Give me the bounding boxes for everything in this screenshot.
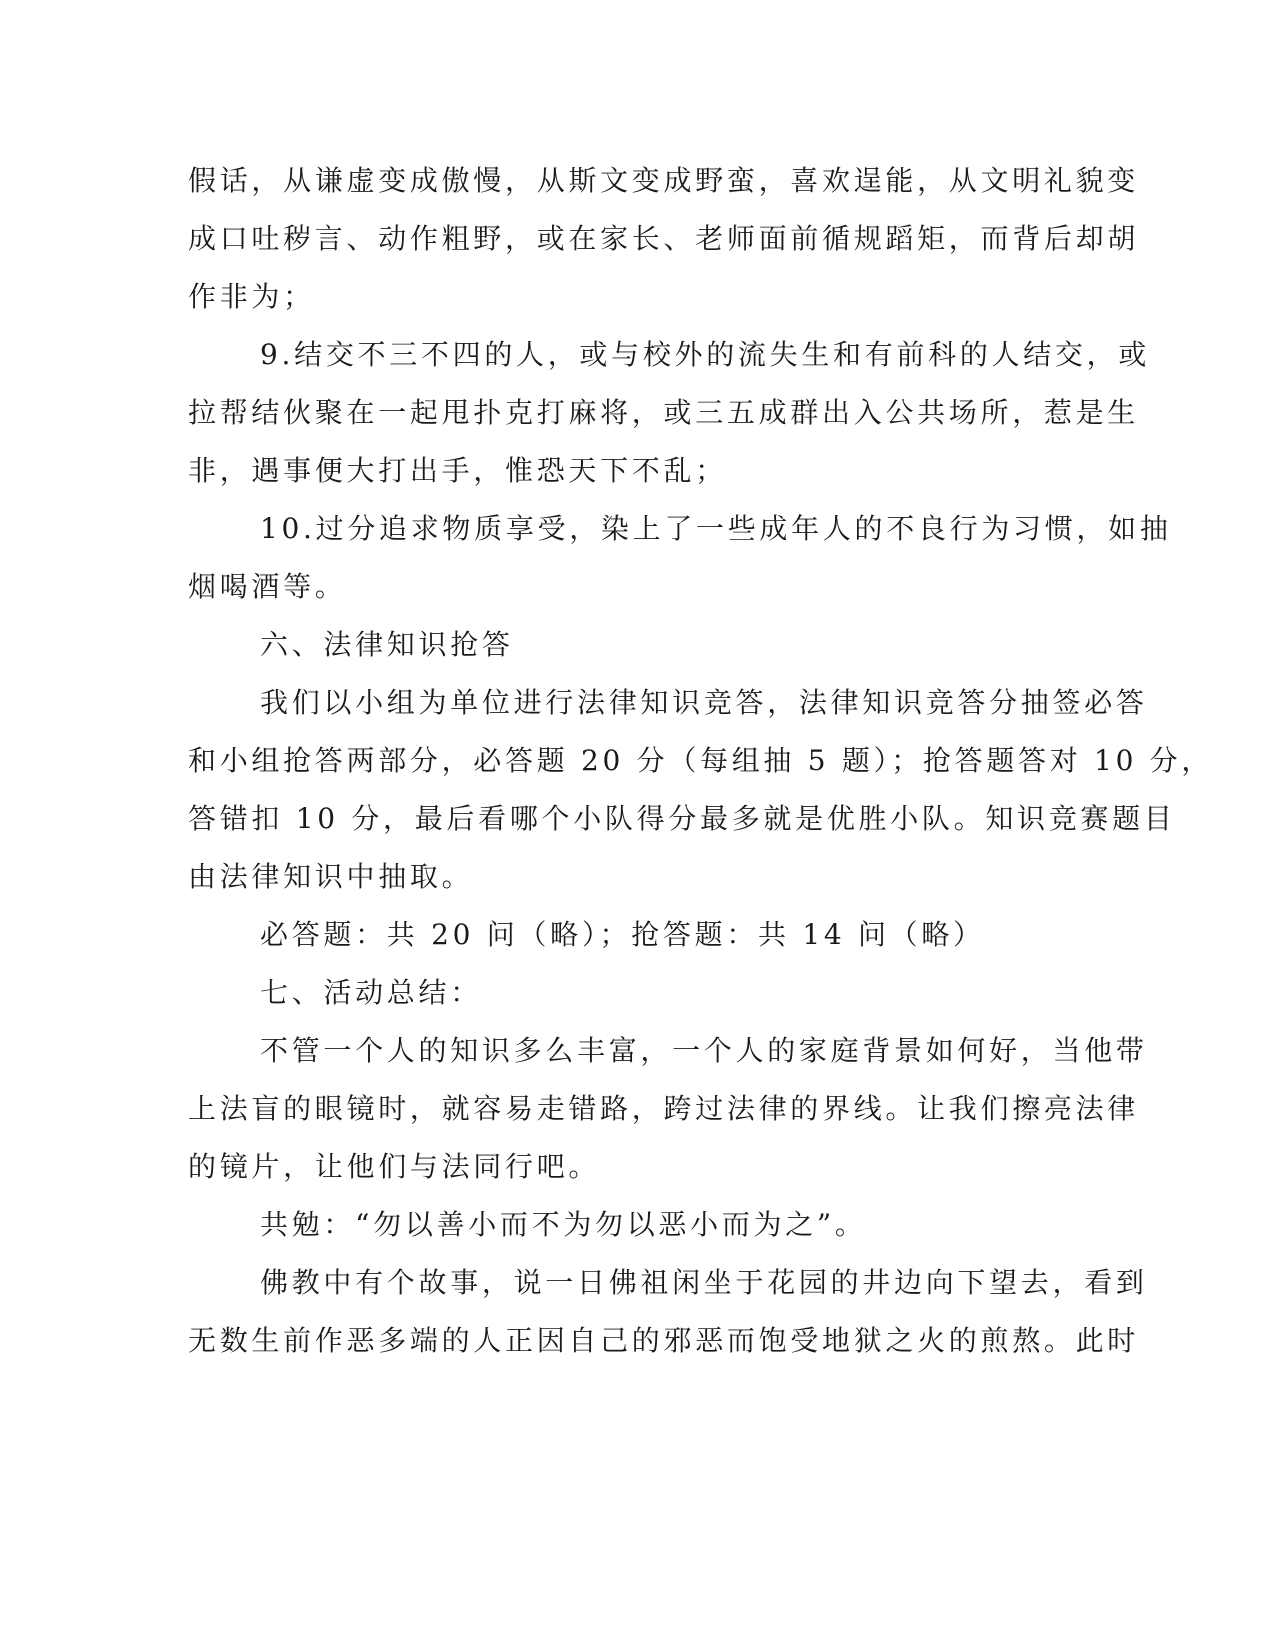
text-line: 上法盲的眼镜时，就容易走错路，跨过法律的界线。让我们擦亮法律 [188,1092,1140,1125]
text-line: 无数生前作恶多端的人正因自己的邪恶而饱受地狱之火的煎熬。此时 [188,1324,1140,1357]
text-line: 烟喝酒等。 [188,570,347,603]
text-line: 成口吐秽言、动作粗野，或在家长、老师面前循规蹈矩，而背后却胡 [188,222,1140,255]
text-line: 作非为； [188,280,315,313]
text-line: 由法律知识中抽取。 [188,860,474,893]
text-line: 的镜片，让他们与法同行吧。 [188,1150,601,1183]
list-item-9: 9.结交不三不四的人，或与校外的流失生和有前科的人结交，或 [260,338,1151,371]
paragraph-start: 佛教中有个故事，说一日佛祖闲坐于花园的井边向下望去，看到 [260,1266,1148,1299]
text-line: 非，遇事便大打出手，惟恐天下不乱； [188,454,727,487]
paragraph-start: 不管一个人的知识多么丰富，一个人的家庭背景如何好，当他带 [260,1034,1148,1067]
list-item-10: 10.过分追求物质享受，染上了一些成年人的不良行为习惯，如抽 [260,512,1172,545]
text-line: 拉帮结伙聚在一起甩扑克打麻将，或三五成群出入公共场所，惹是生 [188,396,1140,429]
section-heading-7: 七、活动总结： [260,976,482,1009]
text-line: 和小组抢答两部分，必答题 20 分（每组抽 5 题）；抢答题答对 10 分， [188,744,1214,777]
paragraph-start: 我们以小组为单位进行法律知识竞答，法律知识竞答分抽签必答 [260,686,1148,719]
section-heading-6: 六、法律知识抢答 [260,628,514,661]
question-count-line: 必答题：共 20 问（略）；抢答题：共 14 问（略） [260,918,985,951]
text-line: 答错扣 10 分，最后看哪个小队得分最多就是优胜小队。知识竞赛题目 [188,802,1176,835]
motto-line: 共勉：“勿以善小而不为勿以恶小而为之”。 [260,1208,867,1241]
text-line: 假话，从谦虚变成傲慢，从斯文变成野蛮，喜欢逞能，从文明礼貌变 [188,164,1140,197]
